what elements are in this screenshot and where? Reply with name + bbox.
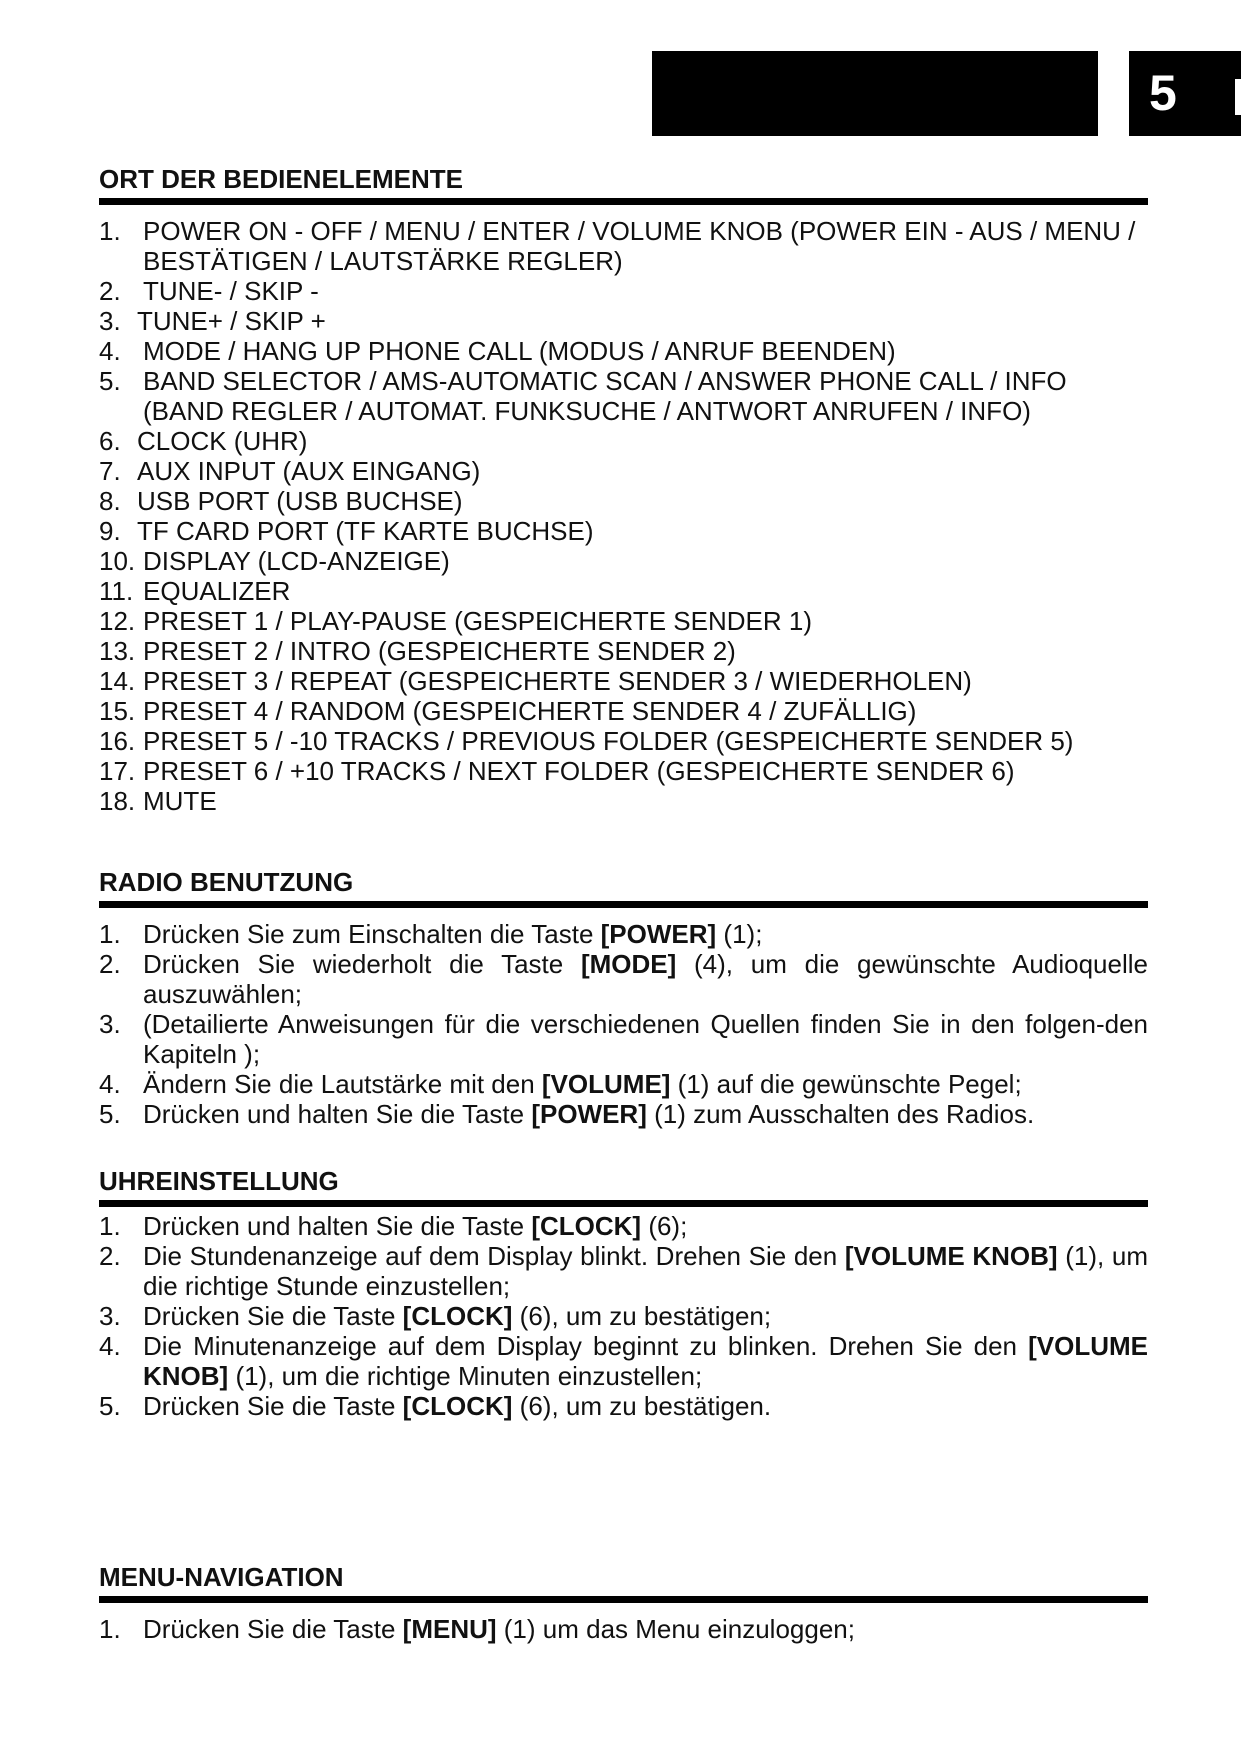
heading-rule bbox=[99, 1596, 1148, 1603]
item-text-part: (6); bbox=[641, 1211, 688, 1241]
list-item bbox=[99, 1331, 1148, 1391]
list-item bbox=[99, 1614, 1148, 1644]
section-heading: UHREINSTELLUNG bbox=[99, 1166, 339, 1196]
item-number: 5. bbox=[99, 1099, 121, 1129]
item-text-part: (1) zum Ausschalten des Radios. bbox=[646, 1099, 1035, 1129]
list-item bbox=[99, 1391, 1148, 1421]
item-text: PRESET 1 / PLAY-PAUSE (GESPEICHERTE SENDER 1) bbox=[143, 606, 812, 636]
item-text-part: (1) um das Menu einzuloggen; bbox=[496, 1614, 855, 1644]
item-text bbox=[143, 1331, 1148, 1391]
header-black-bar bbox=[652, 51, 1098, 136]
item-text-part: Drücken Sie die Taste bbox=[143, 1301, 403, 1331]
section-clock-setting bbox=[99, 1166, 1148, 1421]
item-number: 1. bbox=[99, 1211, 121, 1241]
section-controls bbox=[99, 164, 1148, 816]
list-item bbox=[99, 546, 1148, 576]
item-text: (Detailierte Anweisungen für die verschiedenen Quellen finden Sie in den folgen-den Kapiteln ); bbox=[143, 1009, 1148, 1069]
item-text: TUNE- / SKIP - bbox=[143, 276, 319, 306]
page-tab-marker bbox=[1235, 79, 1241, 115]
list-item bbox=[99, 1009, 1148, 1069]
item-text: TUNE+ / SKIP + bbox=[137, 306, 326, 336]
item-number: 2. bbox=[99, 1241, 121, 1271]
radio-usage-list bbox=[99, 919, 1148, 1129]
section-radio-usage bbox=[99, 867, 1148, 1129]
section-heading: ORT DER BEDIENELEMENTE bbox=[99, 164, 464, 194]
item-text: POWER ON - OFF / MENU / ENTER / VOLUME KNOB (POWER EIN - AUS / MENU / BESTÄTIGEN / LAUTSTÄRKE REGLER) bbox=[143, 216, 1136, 276]
item-text: PRESET 4 / RANDOM (GESPEICHERTE SENDER 4 / ZUFÄLLIG) bbox=[143, 696, 917, 726]
item-number: 2. bbox=[99, 949, 121, 979]
item-number: 12. bbox=[99, 606, 136, 636]
section-heading: MENU-NAVIGATION bbox=[99, 1562, 344, 1592]
list-item bbox=[99, 786, 1148, 816]
button-key-label: [VOLUME] bbox=[541, 1069, 671, 1099]
list-item bbox=[99, 919, 1148, 949]
item-text bbox=[143, 1069, 1148, 1099]
item-text bbox=[143, 1391, 1148, 1421]
item-text-part: Drücken Sie die Taste bbox=[143, 1391, 403, 1421]
list-item bbox=[99, 486, 1148, 516]
item-text bbox=[143, 919, 1148, 949]
item-text-part: (6), um zu bestätigen. bbox=[512, 1391, 772, 1421]
button-key-label: [POWER] bbox=[600, 919, 717, 949]
item-text: PRESET 3 / REPEAT (GESPEICHERTE SENDER 3 / WIEDERHOLEN) bbox=[143, 666, 972, 696]
item-text-part: (6), um zu bestätigen; bbox=[512, 1301, 772, 1331]
item-text: BAND SELECTOR / AMS-AUTOMATIC SCAN / ANSWER PHONE CALL / INFO (BAND REGLER / AUTOMAT. FUNKSUCHE / ANTWORT ANRUFEN / INFO) bbox=[143, 366, 1067, 426]
item-number: 8. bbox=[99, 486, 121, 516]
item-number: 16. bbox=[99, 726, 136, 756]
item-number: 3. bbox=[99, 1301, 121, 1331]
list-item bbox=[99, 216, 1148, 276]
clock-setting-list bbox=[99, 1211, 1148, 1421]
list-item bbox=[99, 606, 1148, 636]
heading-rule bbox=[99, 1200, 1148, 1207]
item-number: 5. bbox=[99, 1391, 121, 1421]
item-number: 18. bbox=[99, 786, 136, 816]
button-key-label: [CLOCK] bbox=[402, 1391, 513, 1421]
item-text-part: (1); bbox=[716, 919, 763, 949]
heading-rule bbox=[99, 198, 1148, 205]
item-text: MUTE bbox=[143, 786, 217, 816]
item-text bbox=[143, 1614, 1148, 1644]
list-item bbox=[99, 336, 1148, 366]
item-text: DISPLAY (LCD-ANZEIGE) bbox=[143, 546, 450, 576]
item-number: 1. bbox=[99, 216, 121, 246]
item-number: 4. bbox=[99, 336, 121, 366]
item-text-part: Drücken Sie zum Einschalten die Taste bbox=[143, 919, 601, 949]
list-item bbox=[99, 276, 1148, 306]
item-number: 2. bbox=[99, 276, 121, 306]
list-item bbox=[99, 949, 1148, 1009]
item-number: 7. bbox=[99, 456, 121, 486]
list-item bbox=[99, 516, 1148, 546]
section-menu-navigation bbox=[99, 1562, 1148, 1644]
item-text-part: (1) auf die gewünschte Pegel; bbox=[670, 1069, 1022, 1099]
item-number: 4. bbox=[99, 1069, 121, 1099]
item-text-part: Drücken und halten Sie die Taste bbox=[143, 1211, 532, 1241]
item-text: AUX INPUT (AUX EINGANG) bbox=[137, 456, 481, 486]
button-key-label: [MODE] bbox=[580, 949, 677, 979]
list-item bbox=[99, 1241, 1148, 1301]
item-number: 4. bbox=[99, 1331, 121, 1361]
item-number: 9. bbox=[99, 516, 121, 546]
list-item bbox=[99, 306, 1148, 336]
item-text: TF CARD PORT (TF KARTE BUCHSE) bbox=[137, 516, 594, 546]
item-number: 15. bbox=[99, 696, 136, 726]
item-text bbox=[143, 1301, 1148, 1331]
item-text-part: (1), um die richtige Minuten einzustellen; bbox=[228, 1361, 703, 1391]
item-number: 17. bbox=[99, 756, 136, 786]
button-key-label: [POWER] bbox=[531, 1099, 647, 1129]
item-text-part: Drücken und halten Sie die Taste bbox=[143, 1099, 532, 1129]
button-key-label: [MENU] bbox=[402, 1614, 497, 1644]
list-item bbox=[99, 366, 1148, 426]
item-text-part: Die Minutenanzeige auf dem Display beginnt zu blinken. Drehen Sie den bbox=[143, 1331, 1029, 1361]
button-key-label: [VOLUME KNOB] bbox=[844, 1241, 1058, 1271]
list-item bbox=[99, 1069, 1148, 1099]
button-key-label: [CLOCK] bbox=[531, 1211, 642, 1241]
item-number: 5. bbox=[99, 366, 121, 396]
list-item bbox=[99, 1301, 1148, 1331]
item-text-part: Drücken Sie wiederholt die Taste bbox=[143, 949, 581, 979]
section-heading: RADIO BENUTZUNG bbox=[99, 867, 354, 897]
button-key-label: [VOLUME KNOB] bbox=[143, 1331, 1148, 1391]
list-item bbox=[99, 1211, 1148, 1241]
item-text: USB PORT (USB BUCHSE) bbox=[137, 486, 463, 516]
item-text-part: Die Stundenanzeige auf dem Display blinkt. Drehen Sie den bbox=[143, 1241, 845, 1271]
item-number: 3. bbox=[99, 306, 121, 336]
item-number: 13. bbox=[99, 636, 136, 666]
item-text bbox=[143, 1211, 1148, 1241]
list-item bbox=[99, 576, 1148, 606]
item-text-part: (4), um die gewünschte Audioquelle auszuwählen; bbox=[143, 949, 1148, 1009]
item-text bbox=[143, 949, 1148, 1009]
list-item bbox=[99, 666, 1148, 696]
page-number: 5 bbox=[1149, 65, 1177, 121]
item-text-part: (1), um die richtige Stunde einzustellen; bbox=[143, 1241, 1148, 1301]
item-number: 3. bbox=[99, 1009, 121, 1039]
item-number: 14. bbox=[99, 666, 136, 696]
item-text: PRESET 6 / +10 TRACKS / NEXT FOLDER (GESPEICHERTE SENDER 6) bbox=[143, 756, 1015, 786]
item-text-part: Drücken Sie die Taste bbox=[143, 1614, 403, 1644]
list-item bbox=[99, 726, 1148, 756]
button-key-label: [CLOCK] bbox=[402, 1301, 513, 1331]
heading-rule bbox=[99, 901, 1148, 908]
list-item bbox=[99, 456, 1148, 486]
item-number: 10. bbox=[99, 546, 136, 576]
item-text: PRESET 2 / INTRO (GESPEICHERTE SENDER 2) bbox=[143, 636, 736, 666]
item-number: 1. bbox=[99, 1614, 121, 1644]
item-number: 1. bbox=[99, 919, 121, 949]
list-item bbox=[99, 756, 1148, 786]
item-text: CLOCK (UHR) bbox=[137, 426, 308, 456]
list-item bbox=[99, 1099, 1148, 1129]
list-item bbox=[99, 426, 1148, 456]
list-item bbox=[99, 636, 1148, 666]
item-text bbox=[143, 1241, 1148, 1301]
menu-navigation-list bbox=[99, 1614, 1148, 1644]
item-text-part: Ändern Sie die Lautstärke mit den bbox=[143, 1069, 542, 1099]
item-number: 6. bbox=[99, 426, 121, 456]
item-text: MODE / HANG UP PHONE CALL (MODUS / ANRUF BEENDEN) bbox=[143, 336, 896, 366]
item-text: EQUALIZER bbox=[143, 576, 291, 606]
controls-list bbox=[99, 216, 1148, 816]
item-text bbox=[143, 1099, 1148, 1129]
list-item bbox=[99, 696, 1148, 726]
page-number-box bbox=[1129, 51, 1241, 136]
item-number: 11. bbox=[99, 576, 134, 606]
item-text: PRESET 5 / -10 TRACKS / PREVIOUS FOLDER (GESPEICHERTE SENDER 5) bbox=[143, 726, 1074, 756]
